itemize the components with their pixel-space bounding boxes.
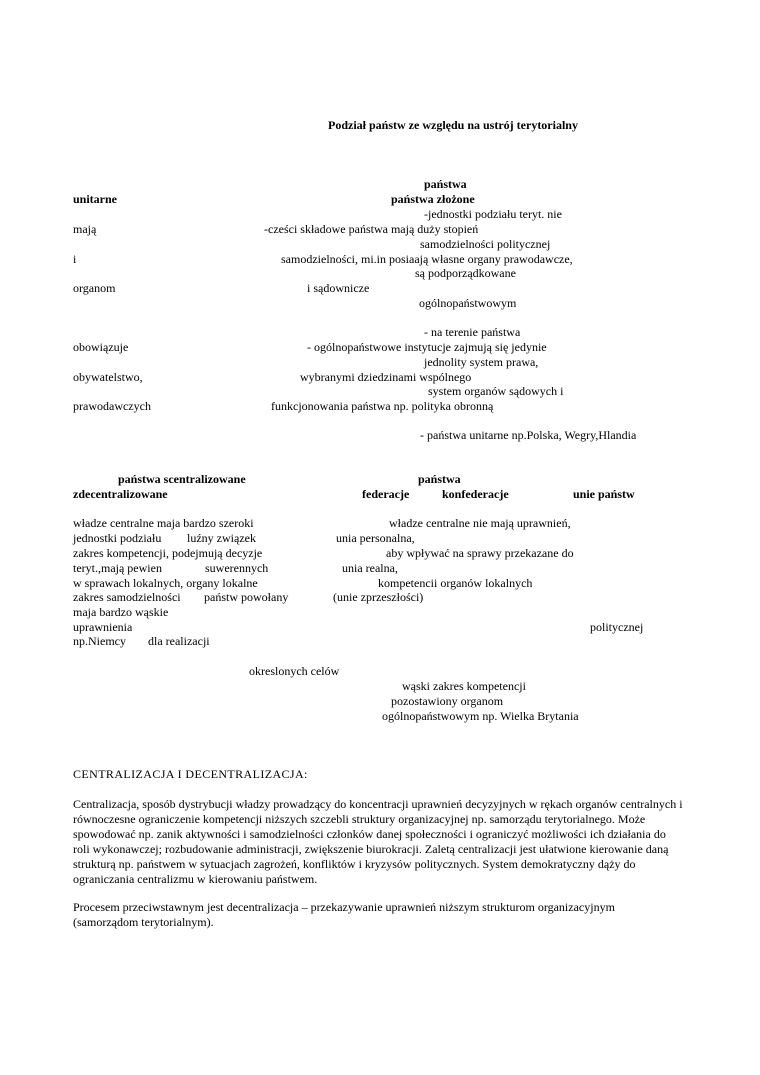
text-line: mają [73, 222, 97, 236]
page-title: Podział państw ze względu na ustrój terytorialny [328, 118, 578, 132]
text-line: unia personalna, [336, 531, 415, 545]
text-line: państw powołany [204, 590, 289, 604]
text-line: prawodawczych [73, 399, 151, 413]
text-line: jednostki podziału [73, 531, 162, 545]
text-line: np.Niemcy [73, 634, 126, 648]
text-line: samodzielności, mi.in posiaają własne organy prawodawcze, [281, 252, 573, 266]
text-line: teryt.,mają pewien [73, 561, 162, 575]
text-line: i sądownicze [307, 281, 370, 295]
text-line: funkcjonowania państwa np. polityka obronną [271, 399, 494, 413]
section-heading-centralizacja: CENTRALIZACJA I DECENTRALIZACJA: [73, 767, 308, 781]
text-line: jednolity system prawa, [424, 355, 539, 369]
text-line: ogólnopaństwowym np. Wielka Brytania [382, 709, 579, 723]
text-line: (unie zprzeszłości) [333, 590, 424, 604]
text-line: zakres samodzielności [73, 590, 181, 604]
heading-unie-panstw: unie państw [573, 487, 635, 501]
text-line: władze centralne nie mają uprawnień, [389, 516, 571, 530]
heading-panstwa-zlozone: państwa złożone [391, 192, 475, 206]
text-line: luźny związek [187, 531, 256, 545]
heading-panstwa: państwa [424, 177, 467, 191]
text-line: kompetencii organów lokalnych [378, 576, 533, 590]
text-line: unia realna, [342, 561, 398, 575]
text-line: okreslonych celów [249, 664, 340, 678]
text-line: pozostawiony organom [391, 694, 504, 708]
text-line: są podporządkowane [415, 266, 516, 280]
text-line: obywatelstwo, [73, 370, 143, 384]
text-line: władze centralne maja bardzo szeroki [73, 516, 254, 530]
heading-unitarne: unitarne [73, 192, 118, 206]
text-line: w sprawach lokalnych, organy lokalne [73, 576, 258, 590]
heading-panstwa-2: państwa [418, 472, 461, 486]
text-line: -jednostki podziału teryt. nie [424, 207, 562, 221]
heading-zdecentralizowane: zdecentralizowane [73, 487, 168, 501]
text-line: zakres kompetencji, podejmują decyzje [73, 546, 263, 560]
text-line: maja bardzo wąskie [73, 605, 169, 619]
text-line: politycznej [590, 620, 644, 634]
text-line: - na terenie państwa [424, 325, 521, 339]
text-line: aby wpływać na sprawy przekazane do [386, 546, 574, 560]
text-line: ogólnopaństwowym [419, 296, 517, 310]
paragraph-decentralizacja: Procesem przeciwstawnym jest decentralizacja – przekazywanie uprawnień niższym strukturom organizacyjnym (samorządom terytorialnym). [73, 900, 615, 929]
heading-konfederacje: konfederacje [442, 487, 509, 501]
text-line: obowiązuje [73, 340, 129, 354]
text-line: - państwa unitarne np.Polska, Wegry,Hlandia [420, 428, 637, 442]
text-line: wybranymi dziedzinami wspólnego [300, 370, 472, 384]
text-line: i [73, 252, 77, 266]
paragraph-centralizacja: Centralizacja, sposób dystrybucji władzy prowadzący do koncentracji uprawnień decyzyjnych w rękach organów centralnych i równoczesne ograniczenie kompetencji niższych szczebli struktury organizacyjnej np. samorządu terytorialnego. Może spowodować np. zanik aktywności i samodzielności członków danej społeczności i ograniczyć możliwości ich działania do roli wykonawczej; rozbudowanie administracji, zwiększenie biurokracji. Zaletą centralizacji jest ułatwione kierowanie daną strukturą np. państwem w sytuacjach zagrożeń, konfliktów i kryzysów politycznych. System demokratyczny dąży do ograniczania centralizmu w kierowaniu państwem. [73, 797, 683, 886]
text-line: organom [73, 281, 116, 295]
text-line: system organów sądowych i [428, 384, 564, 398]
heading-federacje: federacje [362, 487, 410, 501]
text-line: suwerennych [205, 561, 269, 575]
heading-panstwa-scentralizowane: państwa scentralizowane [118, 472, 246, 486]
text-line: uprawnienia [73, 620, 133, 634]
text-line: wąski zakres kompetencji [402, 679, 526, 693]
text-line: samodzielności politycznej [420, 237, 551, 251]
text-line: dla realizacji [148, 634, 210, 648]
text-line: -cześci składowe państwa mają duży stopień [264, 222, 479, 236]
text-line: - ogólnopaństwowe instytucje zajmują się jedynie [307, 340, 547, 354]
